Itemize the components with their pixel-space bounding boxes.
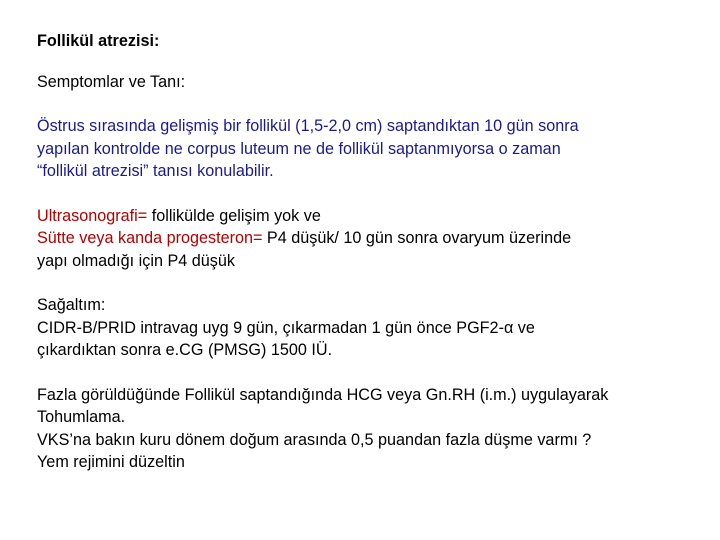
notes-line-2: Tohumlama. <box>37 408 126 426</box>
ultrasound-label: Ultrasonografi= <box>37 206 148 225</box>
ultrasound-line <box>37 205 697 228</box>
ultrasound-text: follikülde gelişim yok ve <box>147 206 321 225</box>
section-subtitle: Semptomlar ve Tanı: <box>37 72 186 91</box>
treatment-line-2: çıkardıktan sonra e.CG (PMSG) 1500 IÜ. <box>37 341 333 359</box>
progesterone-label: Sütte veya kanda progesteron= <box>37 229 263 247</box>
diagnosis-line-2: yapılan kontrolde ne corpus luteum ne de follikül saptanmıyorsa o zaman <box>37 139 561 158</box>
treatment-line-1: CIDR-B/PRID intravag uyg 9 gün, çıkarmadan 1 gün önce PGF2-α ve <box>37 318 535 337</box>
diagnosis-line-3: “follikül atrezisi” tanısı konulabilir. <box>37 162 274 180</box>
diagnosis-paragraph <box>37 115 697 183</box>
slide-content <box>37 30 697 474</box>
progesterone-text: P4 düşük/ 10 gün sonra ovaryum üzerinde <box>262 229 572 247</box>
treatment-heading: Sağaltım: <box>37 296 106 314</box>
page-title: Follikül atrezisi: <box>37 32 160 50</box>
notes-line-4: Yem rejimini düzeltin <box>37 453 185 471</box>
progesterone-line <box>37 227 697 250</box>
progesterone-line-cont: yapı olmadığı için P4 düşük <box>37 251 235 270</box>
diagnosis-line-1: Östrus sırasında gelişmiş bir follikül (1,5-2,0 cm) saptandıktan 10 gün sonra <box>37 117 579 135</box>
notes-line-1: Fazla görüldüğünde Follikül saptandığında HCG veya Gn.RH (i.m.) uygulayarak <box>37 385 609 404</box>
notes-line-3: VKS’na bakın kuru dönem doğum arasında 0,5 puandan fazla düşme varmı ? <box>37 430 592 449</box>
treatment-paragraph <box>37 294 697 362</box>
tests-paragraph <box>37 205 697 273</box>
notes-paragraph <box>37 384 697 474</box>
